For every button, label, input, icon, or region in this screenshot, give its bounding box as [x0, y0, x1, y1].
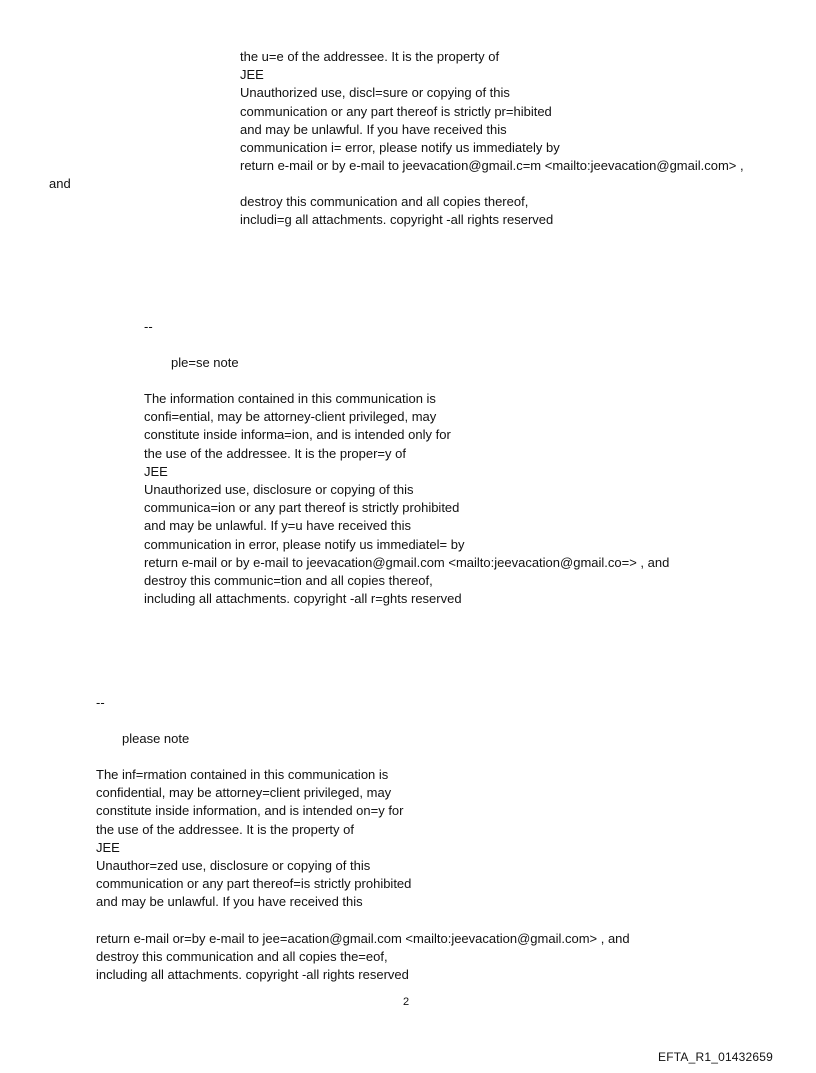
section2-text — [144, 390, 669, 608]
text-line: destroy this communication and all copies the=eof, — [96, 948, 388, 964]
text-line: return e-mail or by e-mail to jeevacation@gmail.com <mailto:jeevacation@gmail.co=> , and — [144, 554, 670, 570]
page-number: 2 — [403, 996, 410, 1008]
text-line: The information contained in this communication is — [144, 391, 436, 406]
text-line: communication or any part thereof=is strictly prohibited — [96, 876, 412, 892]
text-line: constitute inside informa=ion, and is intended only for — [144, 427, 451, 443]
text-line: JEE — [240, 67, 264, 83]
text-line: Unauthorized use, disclosure or copying of this — [144, 481, 414, 497]
text-line: The inf=rmation contained in this communication is — [96, 767, 389, 782]
text-line: Unauthorized use, discl=sure or copying of this — [240, 85, 510, 101]
text-line: return e-mail or=by e-mail to jee=acation@gmail.com <mailto:jeevacation@gmail.com> , and — [96, 930, 630, 946]
bates-number: EFTA_R1_01432659 — [658, 1050, 774, 1064]
note-heading: please note — [122, 731, 190, 746]
section3-text — [96, 766, 630, 984]
text-line: JEE — [96, 839, 120, 855]
text-line: communication i= error, please notify us immediately by — [240, 139, 560, 155]
text-line: the use of the addressee. It is the proper=y of — [144, 445, 406, 461]
text-line: and may be unlawful. If you have received this — [240, 121, 507, 137]
section1-tail — [240, 193, 553, 229]
text-line: JEE — [144, 463, 168, 479]
separator: -- — [96, 695, 105, 710]
text-line: destroy this communication and all copies thereof, — [240, 194, 529, 209]
text-line: communica=ion or any part thereof is strictly prohibited — [144, 500, 460, 516]
text-line: communication in error, please notify us immediatel= by — [144, 536, 465, 552]
text-line: includi=g all attachments. copyright -all rights reserved — [240, 212, 554, 228]
text-line: and may be unlawful. If y=u have received this — [144, 518, 412, 534]
text-line: return e-mail or by e-mail to jeevacation@gmail.c=m <mailto:jeevacation@gmail.com> , — [240, 158, 744, 174]
text-line: destroy this communic=tion and all copies thereof, — [144, 572, 433, 588]
separator: -- — [144, 319, 153, 334]
text-line: including all attachments. copyright -all r=ghts reserved — [144, 591, 462, 607]
section1-text — [240, 48, 744, 175]
text-line: the use of the addressee. It is the property of — [96, 821, 354, 837]
text-line: communication or any part thereof is strictly pr=hibited — [240, 103, 552, 119]
wrapped-word: and — [49, 176, 71, 191]
text-line: including all attachments. copyright -all rights reserved — [96, 967, 409, 983]
text-line: confi=ential, may be attorney-client privileged, may — [144, 409, 437, 425]
text-line: constitute inside information, and is intended on=y for — [96, 803, 404, 819]
text-line: and may be unlawful. If you have received this — [96, 894, 363, 910]
text-line: the u=e of the addressee. It is the property of — [240, 49, 500, 64]
text-line: Unauthor=zed use, disclosure or copying of this — [96, 857, 371, 873]
text-line: confidential, may be attorney=client privileged, may — [96, 785, 392, 801]
note-heading: ple=se note — [171, 355, 239, 370]
